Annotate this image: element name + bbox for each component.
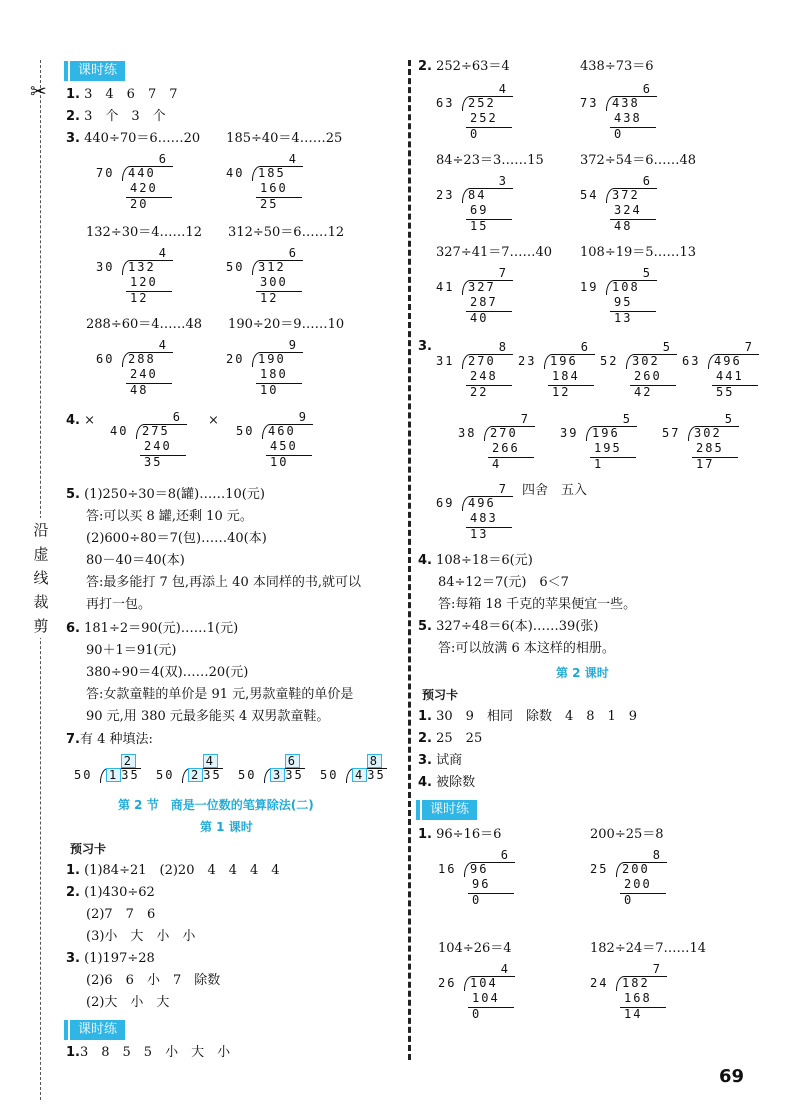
cut-label: 沿 虚 线 裁 剪 [32,518,50,638]
answer-line: 答:每箱 18 千克的苹果便宜一些。 [438,597,637,612]
scissors-icon: ✂ [30,79,47,103]
long-division: 9 50 460 450 10 [236,410,316,470]
long-division: 4 30 132 120 12 [96,246,176,306]
fill-division: 4 50 2 35 [156,754,222,782]
answer-line: 4. 108÷18＝6(元) [418,553,533,568]
answer-line: (3)小 大 小 小 [86,929,196,944]
answer-line: 5. (1)250÷30＝8(罐)……10(元) [66,487,265,502]
long-division: 6 70 440 420 20 [96,152,176,212]
answer-line: 1. 3 4 6 7 7 [66,87,178,102]
answer-line: 108÷19＝5……13 [580,245,697,260]
answer-line: 200÷25＝8 [590,827,664,842]
answer-line: 84÷12＝7(元) 6＜7 [438,575,569,590]
answer-line: 2. 252÷63＝4 [418,59,510,74]
answer-line: 90 元,用 380 元最多能买 4 双男款童鞋。 [86,709,330,724]
answer-line: 答:女款童鞋的单价是 91 元,男款童鞋的单价是 [86,687,354,702]
section-title: 第 2 节 商是一位数的笔算除法(二) [118,798,314,812]
long-division: 4 40 185 160 25 [226,152,306,212]
answer-line: 3. (1)197÷28 [66,951,155,966]
long-division: 4 63 252 252 0 [436,82,516,142]
long-division: 8 31 270 248 22 [436,340,516,400]
long-division: 7 24 182 168 14 [590,962,670,1022]
answer-line: 2. 3 个 3 个 [66,109,166,124]
long-division: 6 40 275 240 35 [110,410,190,470]
lesson-title: 第 2 课时 [556,666,609,680]
answer-line: 1. (1)84÷21 (2)20 4 4 4 4 [66,863,280,878]
long-division: 9 20 190 180 10 [226,338,306,398]
answer-line: 327÷41＝7……40 [436,245,553,260]
answer-line: 1. 30 9 相同 除数 4 8 1 9 [418,709,638,724]
long-division: 7 63 496 441 55 [682,340,762,400]
answer-line: 4. 被除数 [418,775,476,790]
long-division: 8 25 200 200 0 [590,848,670,908]
answer-line: (2)600÷80＝7(包)……40(本) [86,531,267,546]
lesson-title: 第 1 课时 [200,820,253,834]
preview-card-title: 预习卡 [422,688,459,702]
answer-line: 3. 440÷70＝6……20 185÷40＝4……25 [66,131,343,146]
answer-line: 答:可以买 8 罐,还剩 10 元。 [86,509,253,524]
answer-line: 3. [418,339,432,354]
answer-line: 2. (1)430÷62 [66,885,155,900]
rounding-note: 四舍 五入 [522,483,588,498]
answer-line: 132÷30＝4……12 312÷50＝6……12 [86,225,345,240]
long-division: 6 73 438 438 0 [580,82,660,142]
long-division: 7 41 327 287 40 [436,266,516,326]
long-division: 5 19 108 95 13 [580,266,660,326]
fill-division: 2 50 1 35 [74,754,140,782]
long-division: 6 23 196 184 12 [518,340,598,400]
answer-line: (2)大 小 大 [86,995,170,1010]
long-division: 7 69 496 483 13 [436,482,516,542]
long-division: 6 16 96 96 0 [438,848,518,908]
answer-line: 90＋1＝91(元) [86,643,177,658]
long-division: 4 26 104 104 0 [438,962,518,1022]
answer-line: 5. 327÷48＝6(本)……39(张) [418,619,599,634]
answer-line: (2)7 7 6 [86,907,156,922]
fill-division: 6 50 3 35 [238,754,304,782]
long-division: 5 39 196 195 1 [560,412,640,472]
answer-line: 1.3 8 5 5 小 大 小 [66,1045,231,1060]
long-division: 6 54 372 324 48 [580,174,660,234]
answer-line: 再打一包。 [86,597,152,612]
answer-line: 答:可以放满 6 本这样的相册。 [438,641,615,656]
page-number: 69 [718,1066,744,1087]
long-division: 6 50 312 300 12 [226,246,306,306]
answer-line: 288÷60＝4……48 190÷20＝9……10 [86,317,345,332]
answer-line: (2)6 6 小 7 除数 [86,973,221,988]
long-division: 7 38 270 266 4 [458,412,538,472]
answer-line: 80－40＝40(本) [86,553,185,568]
answer-line: 372÷54＝6……48 [580,153,697,168]
section-header: 课时练 [70,1020,125,1040]
preview-card-title: 预习卡 [70,842,107,856]
wrong-mark: × [208,413,219,428]
long-division: 5 52 302 260 42 [600,340,680,400]
answer-line: 2. 25 25 [418,731,483,746]
answer-line: 182÷24＝7……14 [590,941,707,956]
answer-line: 84÷23＝3……15 [436,153,544,168]
fill-division: 8 50 4 35 [320,754,386,782]
section-header: 课时练 [70,61,125,81]
answer-line: 1. 96÷16＝6 [418,827,502,842]
section-header: 课时练 [422,800,477,820]
answer-line: 6. 181÷2＝90(元)……1(元) [66,621,239,636]
answer-line: 3. 试商 [418,753,463,768]
long-division: 4 60 288 240 48 [96,338,176,398]
answer-line: 380÷90＝4(双)……20(元) [86,665,249,680]
answer-line: 438÷73＝6 [580,59,654,74]
answer-line: 7.有 4 种填法: [66,732,153,747]
column-divider [408,60,411,1060]
answer-line: 104÷26＝4 [438,941,512,956]
answer-line: 4. × [66,413,96,428]
long-division: 3 23 84 69 15 [436,174,516,234]
answer-line: 答:最多能打 7 包,再添上 40 本同样的书,就可以 [86,575,361,590]
long-division: 5 57 302 285 17 [662,412,742,472]
